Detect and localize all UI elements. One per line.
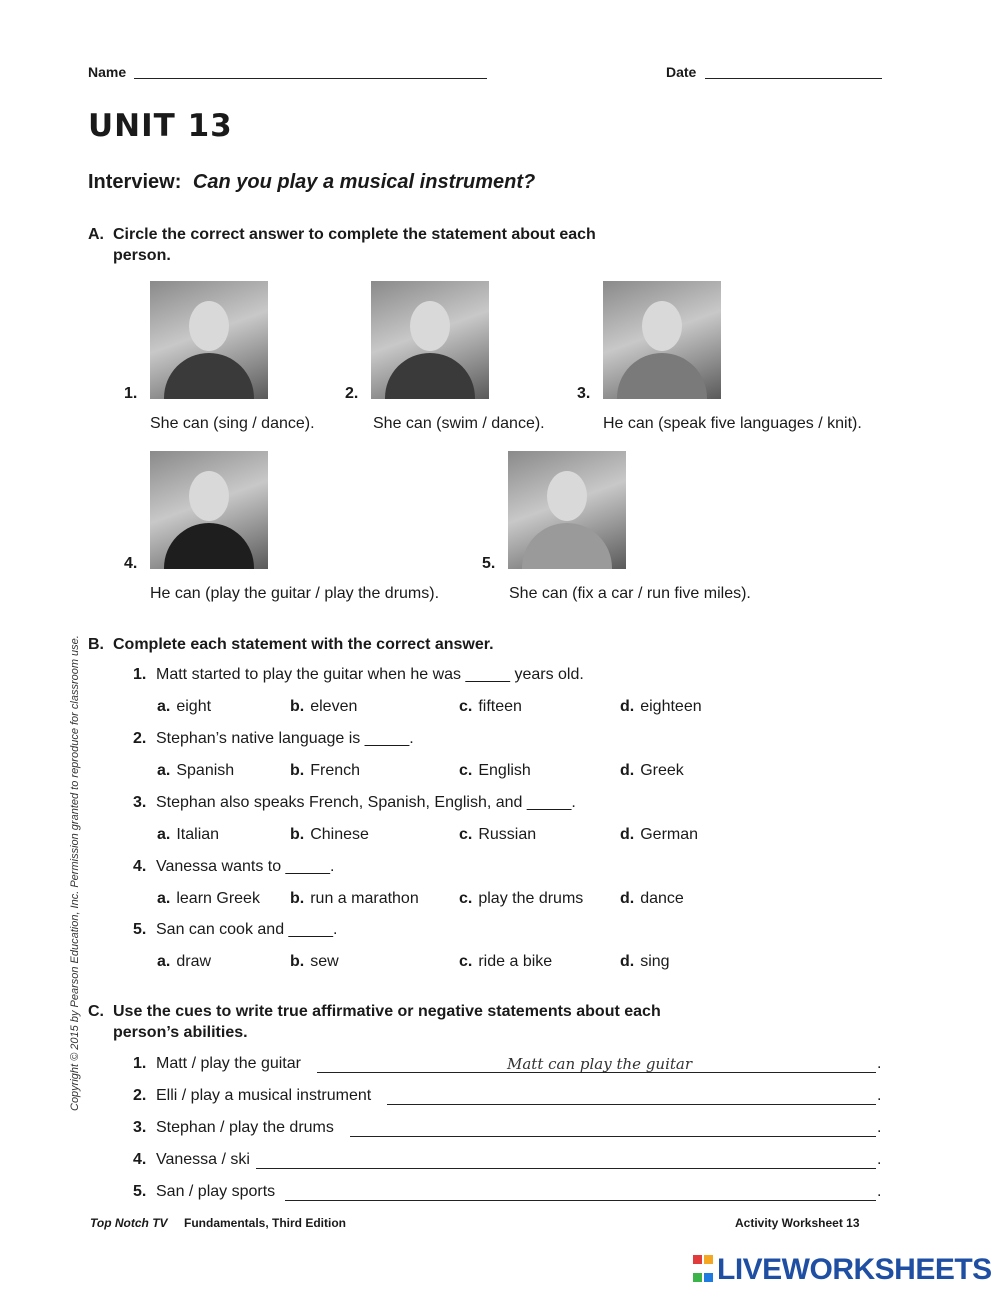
liveworksheets-logo[interactable] [692, 1252, 992, 1288]
item-c-cue: San / play sports [156, 1183, 276, 1200]
option-text: Greek [640, 762, 684, 779]
item-a-num-5: 5. [482, 555, 496, 572]
item-a-text-2[interactable]: She can (swim / dance). [373, 415, 545, 432]
option-letter: d. [620, 890, 635, 907]
option-text: eleven [310, 698, 358, 715]
option-text: play the drums [478, 890, 584, 907]
section-a-letter: A. [88, 226, 104, 243]
question-b-num: 4. [133, 858, 147, 875]
answer-option[interactable] [157, 826, 219, 844]
option-letter: d. [620, 953, 635, 970]
option-text: German [640, 826, 699, 843]
answer-line[interactable] [256, 1168, 876, 1169]
option-letter: a. [157, 762, 171, 779]
answer-input[interactable]: Matt can play the guitar [507, 1055, 693, 1073]
logo-icon [692, 1252, 714, 1288]
option-letter: d. [620, 698, 635, 715]
photo-person-3 [603, 281, 721, 399]
item-c-cue: Stephan / play the drums [156, 1119, 334, 1136]
period: . [877, 1151, 882, 1168]
option-text: French [310, 762, 361, 779]
footer-series: Top Notch TV [90, 1216, 168, 1230]
section-b-instruction: Complete each statement with the correct answer. [113, 636, 494, 653]
question-b-text: San can cook and _____. [156, 921, 338, 938]
question-b-text: Stephan’s native language is _____. [156, 730, 414, 747]
option-letter: c. [459, 698, 473, 715]
answer-option[interactable] [620, 890, 684, 908]
question-b-num: 1. [133, 666, 147, 683]
question-b-text: Matt started to play the guitar when he was _____ years old. [156, 666, 584, 683]
option-text: Italian [176, 826, 220, 843]
option-text: learn Greek [176, 890, 260, 907]
answer-line[interactable] [285, 1200, 876, 1201]
answer-option[interactable] [459, 953, 552, 971]
question-b-num: 3. [133, 794, 147, 811]
item-c-num: 2. [133, 1087, 147, 1104]
name-label: Name [88, 64, 127, 80]
option-letter: d. [620, 826, 635, 843]
item-c-num: 1. [133, 1055, 147, 1072]
answer-line[interactable] [350, 1136, 876, 1137]
item-c-num: 5. [133, 1183, 147, 1200]
option-letter: c. [459, 890, 473, 907]
interview-label: Interview: [88, 171, 182, 193]
answer-option[interactable] [459, 826, 536, 844]
option-letter: a. [157, 826, 171, 843]
option-text: sew [310, 953, 339, 970]
date-label: Date [666, 64, 697, 80]
item-a-text-5[interactable]: She can (fix a car / run five miles). [509, 585, 751, 602]
question-b-text: Vanessa wants to _____. [156, 858, 335, 875]
option-letter: b. [290, 953, 305, 970]
answer-option[interactable] [620, 698, 702, 716]
option-letter: a. [157, 698, 171, 715]
item-a-text-1[interactable]: She can (sing / dance). [150, 415, 315, 432]
option-text: dance [640, 890, 684, 907]
option-letter: a. [157, 953, 171, 970]
item-c-num: 4. [133, 1151, 147, 1168]
item-c-cue: Matt / play the guitar [156, 1055, 301, 1072]
item-a-num-2: 2. [345, 385, 359, 402]
item-a-text-3[interactable]: He can (speak five languages / knit). [603, 415, 862, 432]
option-letter: b. [290, 698, 305, 715]
copyright-notice: Copyright © 2015 by Pearson Education, Inc. Permission granted to reproduce for classroom use. [69, 635, 81, 1111]
option-text: English [478, 762, 531, 779]
item-a-num-4: 4. [124, 555, 138, 572]
option-letter: b. [290, 826, 305, 843]
answer-option[interactable] [290, 762, 360, 780]
option-letter: c. [459, 953, 473, 970]
name-field[interactable] [134, 78, 487, 79]
answer-option[interactable] [459, 762, 531, 780]
option-letter: b. [290, 890, 305, 907]
interview-question: Can you play a musical instrument? [192, 171, 536, 193]
answer-option[interactable] [157, 953, 211, 971]
answer-option[interactable] [290, 953, 339, 971]
answer-line[interactable] [387, 1104, 876, 1105]
answer-option[interactable] [620, 826, 698, 844]
section-a-instruction: Circle the correct answer to complete the statement about each person. [113, 226, 596, 264]
item-c-cue: Elli / play a musical instrument [156, 1087, 372, 1104]
answer-option[interactable] [157, 698, 211, 716]
photo-person-5 [508, 451, 626, 569]
section-c-letter: C. [88, 1003, 104, 1020]
option-text: fifteen [478, 698, 522, 715]
option-text: ride a bike [478, 953, 553, 970]
item-a-num-1: 1. [124, 385, 138, 402]
item-a-text-4[interactable]: He can (play the guitar / play the drums). [150, 585, 440, 602]
answer-option[interactable] [290, 826, 369, 844]
answer-option[interactable] [157, 890, 260, 908]
interview-heading [88, 171, 535, 194]
option-text: draw [176, 953, 212, 970]
option-text: eighteen [640, 698, 702, 715]
answer-option[interactable] [620, 953, 670, 971]
option-letter: a. [157, 890, 171, 907]
option-text: Chinese [310, 826, 369, 843]
option-letter: d. [620, 762, 635, 779]
option-letter: c. [459, 762, 473, 779]
section-b-letter: B. [88, 636, 104, 653]
unit-title: UNIT 13 [88, 108, 233, 144]
period: . [877, 1119, 882, 1136]
option-text: run a marathon [310, 890, 419, 907]
option-letter: c. [459, 826, 473, 843]
item-c-num: 3. [133, 1119, 147, 1136]
option-text: Spanish [176, 762, 235, 779]
logo-text: LIVEWORKSHEETS [717, 1253, 992, 1286]
section-c-instruction: Use the cues to write true affirmative or negative statements about each person’s abilities. [113, 1003, 661, 1041]
footer-edition: Fundamentals, Third Edition [184, 1216, 346, 1230]
footer-worksheet: Activity Worksheet 13 [735, 1216, 860, 1230]
photo-person-2 [371, 281, 489, 399]
photo-person-1 [150, 281, 268, 399]
answer-option[interactable] [459, 890, 583, 908]
answer-option[interactable] [459, 698, 522, 716]
option-letter: b. [290, 762, 305, 779]
question-b-num: 2. [133, 730, 147, 747]
period: . [877, 1183, 882, 1200]
question-b-text: Stephan also speaks French, Spanish, English, and _____. [156, 794, 576, 811]
item-c-cue: Vanessa / ski [156, 1151, 250, 1168]
option-text: sing [640, 953, 670, 970]
item-a-num-3: 3. [577, 385, 591, 402]
option-text: Russian [478, 826, 537, 843]
answer-option[interactable] [290, 698, 357, 716]
answer-option[interactable] [157, 762, 234, 780]
answer-option[interactable] [290, 890, 419, 908]
answer-option[interactable] [620, 762, 684, 780]
option-text: eight [176, 698, 212, 715]
period: . [877, 1055, 882, 1072]
period: . [877, 1087, 882, 1104]
date-field[interactable] [705, 78, 882, 79]
question-b-num: 5. [133, 921, 147, 938]
photo-person-4 [150, 451, 268, 569]
